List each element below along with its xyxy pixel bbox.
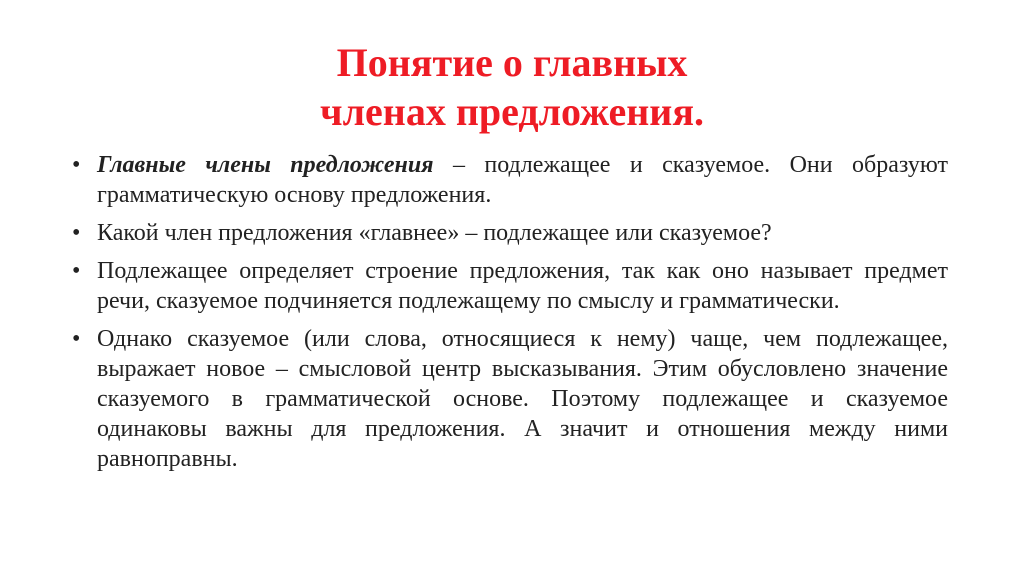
bullet-icon: • [72, 152, 81, 178]
bullet-text: Какой член предложения «главнее» – подлежащее или сказуемое? [97, 220, 772, 246]
bullet-list [70, 150, 948, 482]
bullet-text: Подлежащее определяет строение предложения, так как оно называет предмет речи, сказуемое подчиняется подлежащему по смыслу и грамматически. [97, 258, 948, 314]
bullet-item-main-members [70, 150, 948, 210]
bullet-icon: • [72, 326, 81, 352]
bullet-item-subject [70, 256, 948, 316]
bullet-text: – подлежащее и сказуемое. Они образуют грамматическую основу предложения. [97, 152, 948, 208]
bullet-icon: • [72, 220, 81, 246]
title-line-1: Понятие о главных [336, 40, 688, 85]
bullet-text: Однако сказуемое (или слова, относящиеся к нему) чаще, чем подлежащее, выражает новое – смысловой центр высказывания. Этим обусловлено значение сказуемого в грамматической основе. Поэтому подлежащее и сказуемое одинаковы важны для предложения. А значит и отношения между ними равноправны. [97, 326, 948, 472]
bullet-item-question [70, 218, 948, 248]
bullet-item-predicate [70, 324, 948, 474]
bullet-icon: • [72, 258, 81, 284]
title-line-2: членах предложения. [320, 89, 704, 134]
slide-title [0, 38, 1024, 136]
bullet-emphasis: Главные члены предложения [97, 152, 434, 178]
